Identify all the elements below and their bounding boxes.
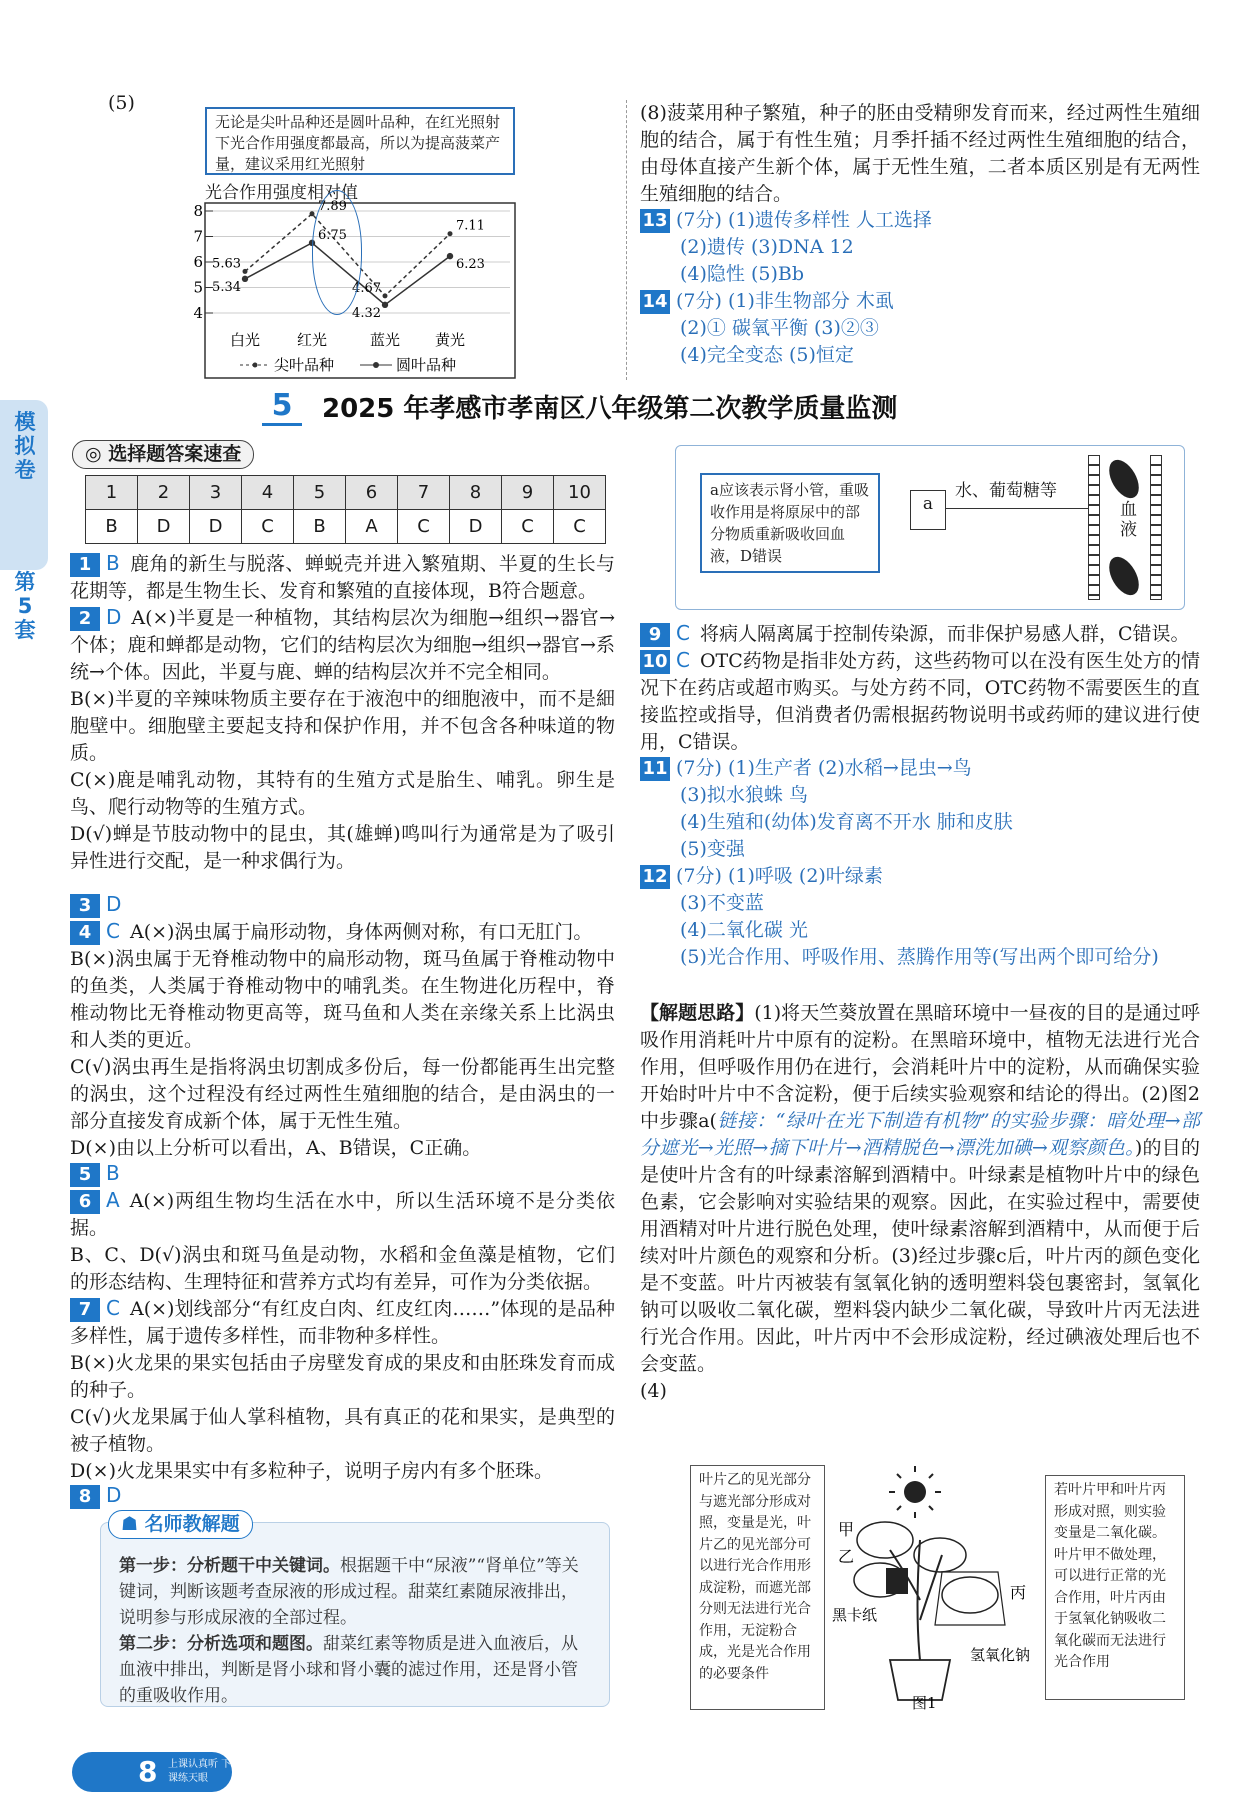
vessel-wall	[1088, 455, 1100, 600]
answer-num: 10	[554, 476, 606, 510]
q5-label: (5)	[108, 92, 135, 114]
tips-step2: 第二步：分析选项和题图。甜菜红素等物质是进入血液后，从血液中排出，判断是肾小球和肾小囊的滤过作用，还是肾小管的重吸收作用。	[119, 1634, 578, 1706]
answer-num: 6	[346, 476, 398, 510]
x-tick-label: 红光	[296, 331, 328, 349]
answer-val: D	[450, 510, 502, 544]
plastic-bag	[935, 1572, 1005, 1625]
answer-num: 9	[502, 476, 554, 510]
x-tick-label: 白光	[229, 331, 261, 349]
section-title: 2025 年孝感市孝南区八年级第二次教学质量监测	[322, 394, 898, 424]
fig-right-note: 若叶片甲和叶片丙形成对照，则实验变量是二氧化碳。叶片甲不做处理，可以进行正常的光合作用，叶片丙由于氢氧化钠吸收二氧化碳而无法进行光合作用	[1045, 1475, 1185, 1700]
legend-item: 圆叶品种	[396, 356, 457, 374]
answer-num: 4	[242, 476, 294, 510]
q6: 6 A A(×)两组生物均生活在水中，所以生活环境不是分类依据。 B、C、D(√)涡虫和斑马鱼是动物，水稻和金鱼藻是植物，它们的形态结构、生理特征和营养方式均有差异，可作为分类依据。	[70, 1188, 615, 1293]
answer-val: C	[554, 510, 606, 544]
q2: 2 D A(×)半夏是一种植物，其结构层次为细胞→组织→器官→个体；鹿和蝉都是动物，它们的结构层次为细胞→组织→器官→系统→个体。因此，半夏与鹿、蝉的结构层次并不完全相同。 B(×)半夏的辛辣味物质主要存在于液泡中的细胞液中，而不是細胞壁中。细胞壁主要起支持和保护作用，并不包含各种味道的物质。 C(×)鹿是哺乳动物，其特有的生殖方式是胎生、哺乳。卵生是鸟、爬行动物等的生殖方式。 D(√)蝉是节肢动物中的昆虫，其(雄蝉)鸣叫行为通常是为了吸引异性进行交配，是一种求偶行为。	[70, 605, 615, 872]
q13-line: (2)遗传 (3)DNA 12	[680, 236, 854, 258]
chart-xticks	[230, 331, 465, 349]
chart-note: 无论是尖叶品种还是圆叶品种，在红光照射下光合作用强度都最高，所以为提高菠菜产量，建议采用红光照射	[205, 107, 515, 175]
data-point	[383, 293, 388, 298]
answer-val: B	[294, 510, 346, 544]
data-label: 6.23	[456, 257, 485, 273]
q4: 4 C A(×)涡虫属于扁形动物，身体两侧对称，有口无肛门。 B(×)涡虫属于无脊椎动物中的扁形动物，斑马鱼属于脊椎动物中的鱼类，人类属于脊椎动物中的哺乳类。在生物进化历程中，脊椎动物比无脊椎动物更高等，斑马鱼和人类在亲缘关系上比涡虫和人类的更近。 C(√)涡虫再生是指将涡虫切割成多份后，每一份都能再生出完整的涡虫，这个过程没有经过两性生殖细胞的结合，是由涡虫的一部分直接发育成新个体，属于无性生殖。 D(×)由以上分析可以看出，A、B错误，C正确。	[70, 919, 615, 1159]
q14-num: 14	[640, 290, 670, 314]
page-number: 8	[138, 1755, 158, 1788]
data-label: 7.89	[318, 198, 347, 214]
chart-yticks	[193, 202, 203, 322]
q3: 3 D	[70, 891, 615, 919]
x-tick-label: 黄光	[434, 331, 466, 349]
answer-key-title: ◎ 选择题答案速查	[72, 440, 254, 469]
data-label: 7.11	[456, 218, 485, 234]
q13-line: (7分) (1)遗传多样性 人工选择	[676, 209, 932, 231]
page-slogan: 上课认真听 下课练天眼	[168, 1759, 232, 1784]
q8-text: (8)菠菜用种子繁殖，种子的胚由受精卵发育而来，经过两性生殖细胞的结合，属于有性生殖；月季扦插不经过两性生殖细胞的结合，由母体直接产生新个体，属于无性生殖，二者本质区别是有无两性生殖细胞的结合。	[640, 102, 1200, 205]
answer-val: C	[502, 510, 554, 544]
q7: 7 C A(×)划线部分“有红皮白肉、红皮红肉……”体现的是品种多样性，属于遗传多样性，而非物种多样性。 B(×)火龙果的果实包括由子房壁发育成的果皮和由胚珠发育而成的种子。 C(√)火龙果属于仙人掌科植物，具有真正的花和果实，是典型的被子植物。 D(×)火龙果果实中有多粒种子，说明子房内有多个胚珠。	[70, 1296, 615, 1482]
fig-left-note: 叶片乙的见光部分与遮光部分形成对照，变量是光，叶片乙的见光部分可以进行光合作用形成淀粉，而遮光部分则无法进行光合作用，无淀粉合成，光是光合作用的必要条件	[690, 1465, 825, 1710]
q5: 5 B	[70, 1160, 615, 1188]
y-tick-label: 5	[193, 278, 203, 297]
answer-num: 2	[138, 476, 190, 510]
label-naoh: 氢氧化钠	[970, 1646, 1031, 1664]
teacher-tips-title: ☗ 名师教解题	[108, 1510, 253, 1539]
answer-num: 8	[450, 476, 502, 510]
q14-line: (7分) (1)非生物部分 木虱	[676, 290, 894, 312]
label-jia: 甲	[838, 1520, 855, 1539]
answer-num: 3	[190, 476, 242, 510]
chart-legend	[240, 356, 456, 374]
leaf-jia	[857, 1522, 913, 1558]
blood-label: 血液	[1120, 500, 1137, 540]
data-label: 5.34	[212, 279, 241, 295]
data-point	[382, 302, 388, 308]
tips-step1: 第一步：分析题干中关键词。根据题干中“尿液”“肾单位”等关键词，判断该题考查尿液的形成过程。甜菜红素随尿液排出，说明参与形成尿液的全部过程。	[119, 1556, 579, 1628]
y-tick-label: 6	[193, 253, 203, 271]
answer-num: 7	[398, 476, 450, 510]
kidney-arrow	[946, 508, 1096, 509]
q10: 10 C OTC药物是指非处方药，这些药物可以在没有医生处方的情况下在药店或超市购买。与处方药不同，OTC药物不需要医生的直接监控或指导，但消费者仍需根据药物说明书或药师的建议进行使用，C错误。	[640, 648, 1200, 753]
kidney-note: a应该表示肾小管，重吸收作用是将原尿中的部分物质重新吸收回血液，D错误	[700, 473, 880, 573]
data-point	[242, 276, 248, 282]
y-tick-label: 4	[193, 304, 203, 322]
label-black-paper: 黑卡纸	[832, 1606, 878, 1624]
data-label: 6.75	[318, 227, 347, 243]
data-point	[448, 231, 453, 236]
label-yi: 乙	[838, 1547, 855, 1566]
x-tick-label: 蓝光	[369, 331, 401, 349]
data-point	[447, 253, 453, 259]
q14-line: (2)① 碳氧平衡 (3)②③	[680, 317, 879, 339]
answer-num: 1	[86, 476, 138, 510]
answer-val: C	[242, 510, 294, 544]
solution-ideas: 【解题思路】(1)将天竺葵放置在黑暗环境中一昼夜的目的是通过呼吸作用消耗叶片中原有的淀粉。在黑暗环境中，植物无法进行光合作用，但呼吸作用仍在进行，会消耗叶片中的淀粉，从而确保实验开始时叶片中不含淀粉，便于后续实验观察和结论的得出。(2)图2中步骤a(链接：“绿叶在光下制造有机物”的实验步骤：暗处理→部分遮光→光照→摘下叶片→酒精脱色→漂洗加碘→观察颜色。)的目的是使叶片含有的叶绿素溶解到酒精中。叶绿素是植物叶片中的绿色色素，它会影响对实验结果的观察。因此，在实验过程中，需要使用酒精对叶片进行脱色处理，使叶绿素溶解到酒精中，从而便于后续对叶片颜色的观察和分析。(3)经过步骤c后，叶片丙的颜色变化是不变蓝。叶片丙被装有氢氧化钠的透明塑料袋包裹密封，氢氧化钠可以吸收二氧化碳，塑料袋内缺少二氧化碳，导致叶片丙无法进行光合作用。因此，叶片丙中不会形成淀粉，经过碘液处理后也不会变蓝。 (4)	[640, 1002, 1200, 1402]
section-no: 5	[262, 392, 302, 426]
y-tick-label: 7	[193, 227, 203, 246]
teacher-tips	[100, 1522, 610, 1707]
answer-val: A	[346, 510, 398, 544]
kidney-a-box: a	[910, 490, 946, 530]
plant-figure	[830, 1460, 1045, 1710]
q13-line: (4)隐性 (5)Bb	[680, 263, 804, 285]
chart-ylabel: 光合作用强度相对值	[205, 183, 358, 203]
figure-caption: 图1	[912, 1694, 937, 1712]
q8: 8 D	[70, 1482, 615, 1510]
q11: 11 (7分) (1)生产者 (2)水稻→昆虫→鸟 (3)拟水狼蛛 鸟 (4)生殖和(幼体)发育离不开水 肺和皮肤 (5)变强	[640, 755, 1200, 863]
data-point	[310, 211, 315, 216]
answer-table	[85, 475, 606, 544]
q14-line: (4)完全变态 (5)恒定	[680, 344, 854, 366]
data-label: 5.63	[212, 256, 241, 272]
q13-num: 13	[640, 209, 670, 233]
answer-val: B	[86, 510, 138, 544]
q13	[640, 207, 1200, 288]
data-point	[243, 269, 248, 274]
vessel-wall	[1150, 455, 1162, 600]
answer-val: C	[398, 510, 450, 544]
column-divider	[626, 100, 627, 380]
kidney-arrow-label: 水、葡萄糖等	[955, 481, 1057, 501]
q12: 12 (7分) (1)呼吸 (2)叶绿素 (3)不变蓝 (4)二氧化碳 光 (5)光合作用、呼吸作用、蒸腾作用等(写出两个即可给分)	[640, 863, 1200, 971]
q1: 1 B 鹿角的新生与脱落、蝉蜕壳并进入繁殖期、半夏的生长与花期等，都是生物生长、发育和繁殖的直接体现，B符合题意。	[70, 551, 615, 602]
answer-val: D	[190, 510, 242, 544]
answer-num: 5	[294, 476, 346, 510]
data-label: 4.32	[352, 305, 381, 321]
legend-item: 尖叶品种	[274, 356, 335, 374]
q14	[640, 288, 1200, 369]
q9: 9 C 将病人隔离属于控制传染源，而非保护易感人群，C错误。	[640, 620, 1200, 648]
chart-highlight-ellipse	[312, 190, 362, 315]
sun-icon	[904, 1481, 926, 1503]
y-tick-label: 8	[193, 202, 203, 220]
label-bing: 丙	[1010, 1583, 1027, 1602]
side-tab-set: 第5套	[14, 570, 36, 642]
answer-val: D	[138, 510, 190, 544]
leaf-bing	[942, 1577, 998, 1613]
side-tab-label: 模拟卷	[14, 410, 36, 482]
data-label: 4.67	[352, 280, 381, 296]
